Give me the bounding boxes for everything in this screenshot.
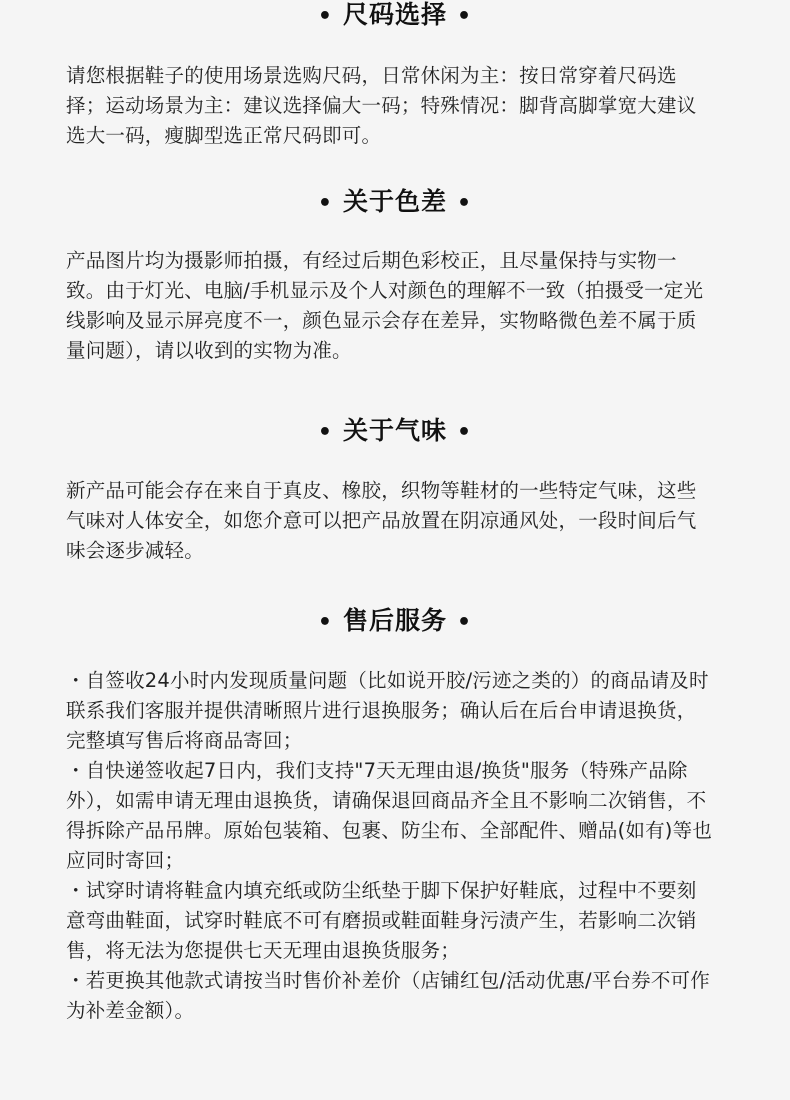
list-item: ・试穿时请将鞋盒内填充纸或防尘纸垫于脚下保护好鞋底，过程中不要刻意弯曲鞋面，试穿时鞋底不可有磨损或鞋面鞋身污渍产生，若影响二次销售，将无法为您提供七天无理由退换货服务； — [66, 879, 697, 962]
bullet-dot-icon: • — [317, 420, 333, 445]
paragraph: 产品图片均为摄影师拍摄，有经过后期色彩校正，且尽量保持与实物一致。由于灯光、电脑/手机显示及个人对颜色的理解不一致（拍摄受一定光线影响及显示屏亮度不一，颜色显示会存在差异，实物略微色差不属于质量问题），请以收到的实物为准。 — [66, 249, 704, 362]
bullet-dot-icon: • — [457, 420, 473, 445]
size-selection-section — [0, 0, 790, 32]
color-difference-text — [66, 246, 716, 366]
section-title: 售后服务 — [342, 606, 447, 635]
paragraph: 新产品可能会存在来自于真皮、橡胶，织物等鞋材的一些特定气味，这些气味对人体安全，如您介意可以把产品放置在阴凉通风处，一段时间后气味会逐步减轻。 — [66, 479, 697, 562]
bullet-dot-icon: • — [457, 4, 473, 29]
section-title: 尺码选择 — [342, 0, 447, 29]
paragraph: 请您根据鞋子的使用场景选购尺码，日常休闲为主：按日常穿着尺码选择；运动场景为主：建议选择偏大一码；特殊情况：脚背高脚掌宽大建议选大一码，瘦脚型选正常尺码即可。 — [66, 64, 697, 147]
section-heading — [0, 187, 790, 219]
bullet-dot-icon: • — [317, 191, 333, 216]
section-title: 关于气味 — [342, 416, 447, 445]
after-sales-text — [66, 666, 716, 1026]
section-heading — [0, 606, 790, 638]
odor-text — [66, 476, 716, 566]
list-item: ・若更换其他款式请按当时售价补差价（店铺红包/活动优惠/平台券不可作为补差金额）。 — [66, 969, 710, 1022]
after-sales-section — [0, 606, 790, 638]
odor-section — [0, 416, 790, 448]
section-title: 关于色差 — [342, 187, 447, 216]
list-item: ・自签收24小时内发现质量问题（比如说开胶/污迹之类的）的商品请及时联系我们客服并提供清晰照片进行退换服务；确认后在后台申请退换货，完整填写售后将商品寄回； — [66, 669, 709, 752]
list-item: ・自快递签收起7日内，我们支持"7天无理由退/换货"服务（特殊产品除外），如需申请无理由退换货，请确保退回商品齐全且不影响二次销售，不得拆除产品吊牌。原始包装箱、包裹、防尘布、全部配件、赠品(如有)等也应同时寄回； — [66, 759, 713, 872]
section-heading — [0, 0, 790, 32]
bullet-dot-icon: • — [457, 191, 473, 216]
bullet-dot-icon: • — [457, 610, 473, 635]
bullet-dot-icon: • — [317, 610, 333, 635]
section-heading — [0, 416, 790, 448]
size-selection-text — [66, 61, 716, 151]
color-difference-section — [0, 187, 790, 219]
bullet-dot-icon: • — [317, 4, 333, 29]
